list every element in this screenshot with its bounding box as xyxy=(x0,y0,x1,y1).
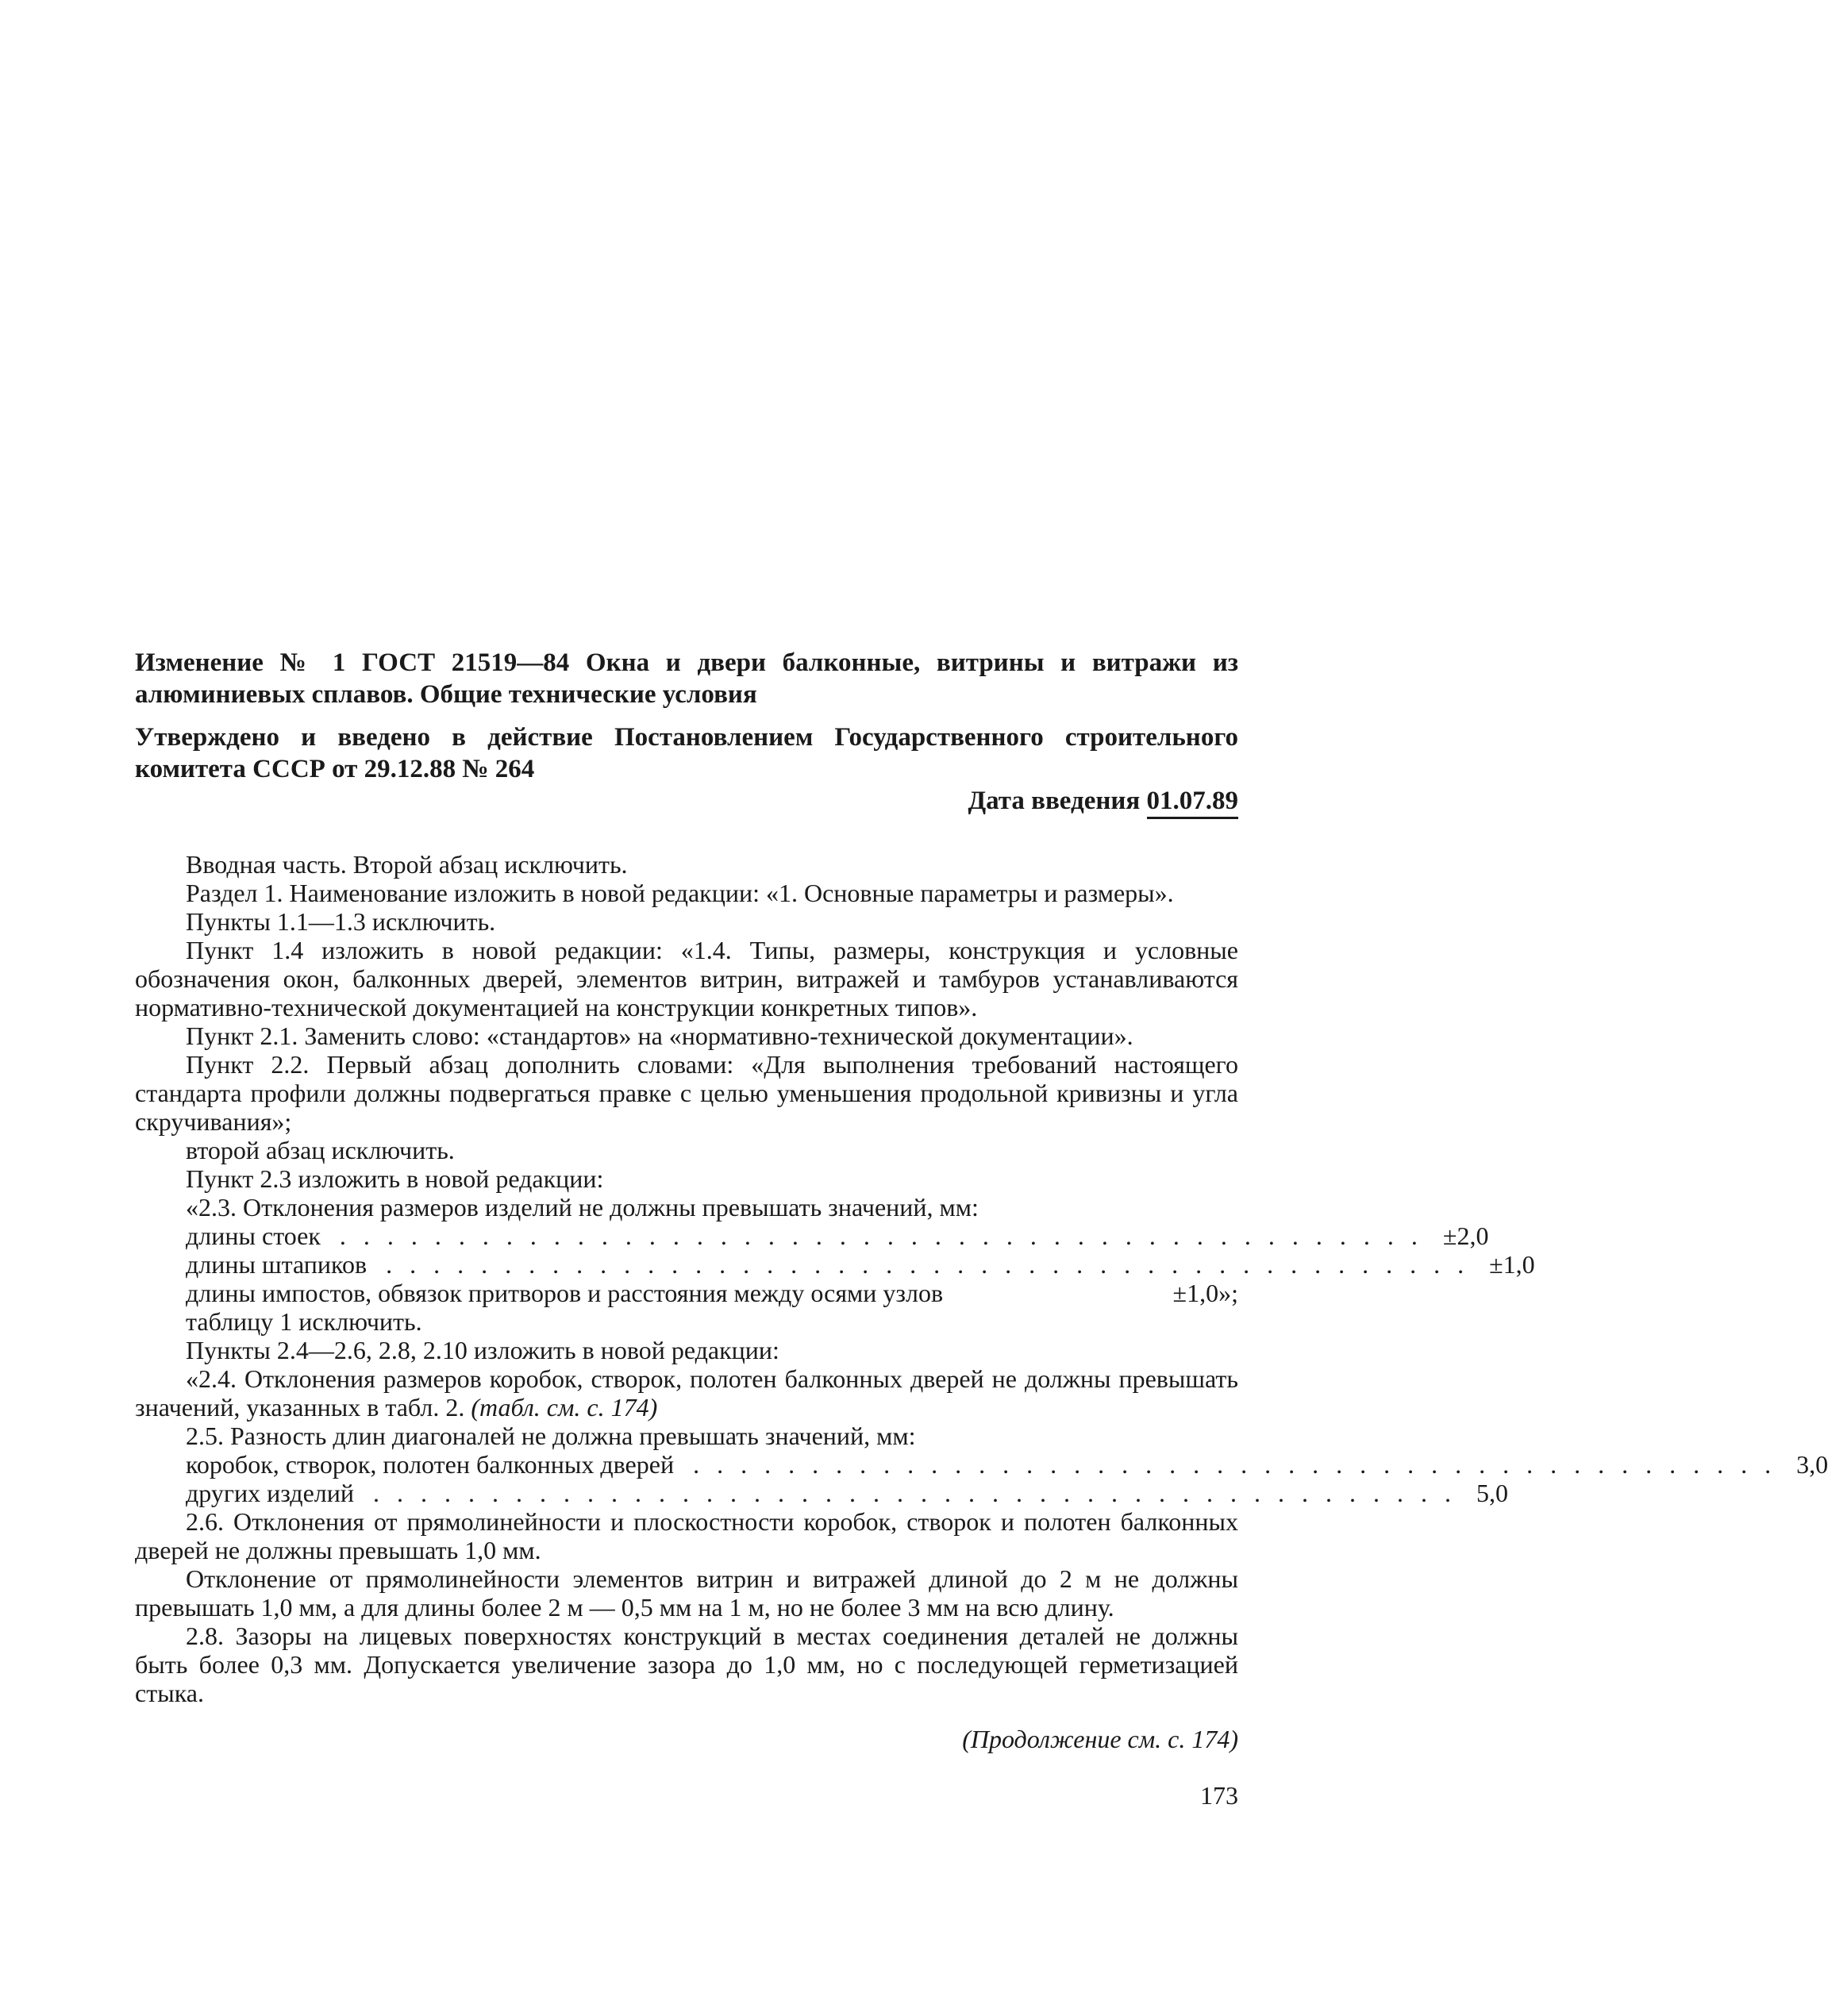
tolerance-row xyxy=(135,1279,1238,1307)
document-body xyxy=(135,850,1828,1707)
continuation-note: (Продолжение см. с. 174) xyxy=(962,1725,1238,1753)
paragraph-intro-part: Вводная часть. Второй абзац исключить. xyxy=(186,850,628,879)
diagonal-row xyxy=(135,1479,1508,1507)
approval-statement: Утверждено и введено в действие Постановлением Государственного строительного комитета СССР от 29.12.88 № 264 xyxy=(135,723,1238,783)
paragraph-item-2-4 xyxy=(135,1364,1238,1422)
diagonal-label: коробок, створок, полотен балконных дверей xyxy=(186,1450,675,1479)
paragraph-items-1-1-1-3: Пункты 1.1—1.3 исключить. xyxy=(186,907,496,936)
paragraph-item-2-2: Пункт 2.2. Первый абзац дополнить словами: «Для выполнения требований настоящего стандарта профили должны подвергаться правке с целью уменьшения продольной кривизны и угла скручивания»; xyxy=(135,1050,1238,1136)
tolerance-label: длины штапиков xyxy=(186,1250,368,1279)
tolerance-row xyxy=(135,1222,1489,1250)
dot-leader: .............................................. xyxy=(339,1222,1435,1250)
diagonal-row xyxy=(135,1450,1828,1479)
paragraph-items-2-4-2-10: Пункты 2.4—2.6, 2.8, 2.10 изложить в новой редакции: xyxy=(186,1336,779,1364)
page-number: 173 xyxy=(1200,1781,1238,1810)
table-reference: (табл. см. с. 174) xyxy=(471,1393,658,1422)
dot-leader: .............................................. xyxy=(386,1250,1482,1279)
paragraph-item-2-1: Пункт 2.1. Заменить слово: «стандартов» на «нормативно-технической документации». xyxy=(186,1021,1133,1050)
paragraph-item-2-3: Пункт 2.3 изложить в новой редакции: xyxy=(186,1164,604,1193)
paragraph-section-1: Раздел 1. Наименование изложить в новой редакции: «1. Основные параметры и размеры». xyxy=(186,879,1174,907)
document-content xyxy=(135,647,1828,1810)
tolerance-value: ±2,0 xyxy=(1442,1222,1489,1250)
document-title: Изменение № 1 ГОСТ 21519—84 Окна и двери балконные, витрины и витражи из алюминиевых сплавов. Общие технические условия xyxy=(135,648,1238,709)
paragraph-item-2-3-new: «2.3. Отклонения размеров изделий не должны превышать значений, мм: xyxy=(186,1193,979,1222)
paragraph-item-2-2-second: второй абзац исключить. xyxy=(186,1136,455,1164)
introduction-date-value: 01.07.89 xyxy=(1147,787,1239,819)
paragraph-item-2-8: 2.8. Зазоры на лицевых поверхностях конструкций в местах соединения деталей не должны быть более 0,3 мм. Допускается увеличение зазора до 1,0 мм, но с последующей герметизацией стыка. xyxy=(135,1622,1238,1707)
tolerance-row xyxy=(135,1250,1535,1279)
introduction-date xyxy=(135,785,1238,817)
paragraph-table-1: таблицу 1 исключить. xyxy=(186,1307,422,1336)
dot-leader: .............................................. xyxy=(693,1450,1789,1479)
tolerance-label: длины стоек xyxy=(186,1222,321,1250)
item-2-4-text: «2.4. Отклонения размеров коробок, створок, полотен балконных дверей не должны превышать значений, указанных в табл. 2. xyxy=(135,1364,1238,1422)
paragraph-item-2-5: 2.5. Разность длин диагоналей не должна превышать значений, мм: xyxy=(186,1422,916,1450)
dot-leader: .............................................. xyxy=(373,1479,1468,1507)
diagonal-value: 5,0 xyxy=(1476,1479,1508,1507)
introduction-date-label: Дата введения xyxy=(968,787,1141,815)
paragraph-item-2-6: 2.6. Отклонения от прямолинейности и плоскостности коробок, створок и полотен балконных дверей не должны превышать 1,0 мм. xyxy=(135,1507,1238,1564)
diagonal-label: других изделий xyxy=(186,1479,354,1507)
paragraph-item-1-4: Пункт 1.4 изложить в новой редакции: «1.4. Типы, размеры, конструкция и условные обозначения окон, балконных дверей, элементов витрин, витражей и тамбуров устанавливаются нормативно-технической документацией на конструкции конкретных типов». xyxy=(135,936,1238,1021)
tolerance-label: длины импостов, обвязок притворов и расстояния между осями узлов xyxy=(186,1279,944,1307)
paragraph-straightness: Отклонение от прямолинейности элементов витрин и витражей длиной до 2 м не должны превышать 1,0 мм, а для длины более 2 м — 0,5 мм на 1 м, но не более 3 мм на всю длину. xyxy=(135,1564,1238,1622)
diagonal-value: 3,0 xyxy=(1796,1450,1828,1479)
tolerance-value: ±1,0»; xyxy=(1172,1279,1238,1307)
tolerance-value: ±1,0 xyxy=(1489,1250,1535,1279)
